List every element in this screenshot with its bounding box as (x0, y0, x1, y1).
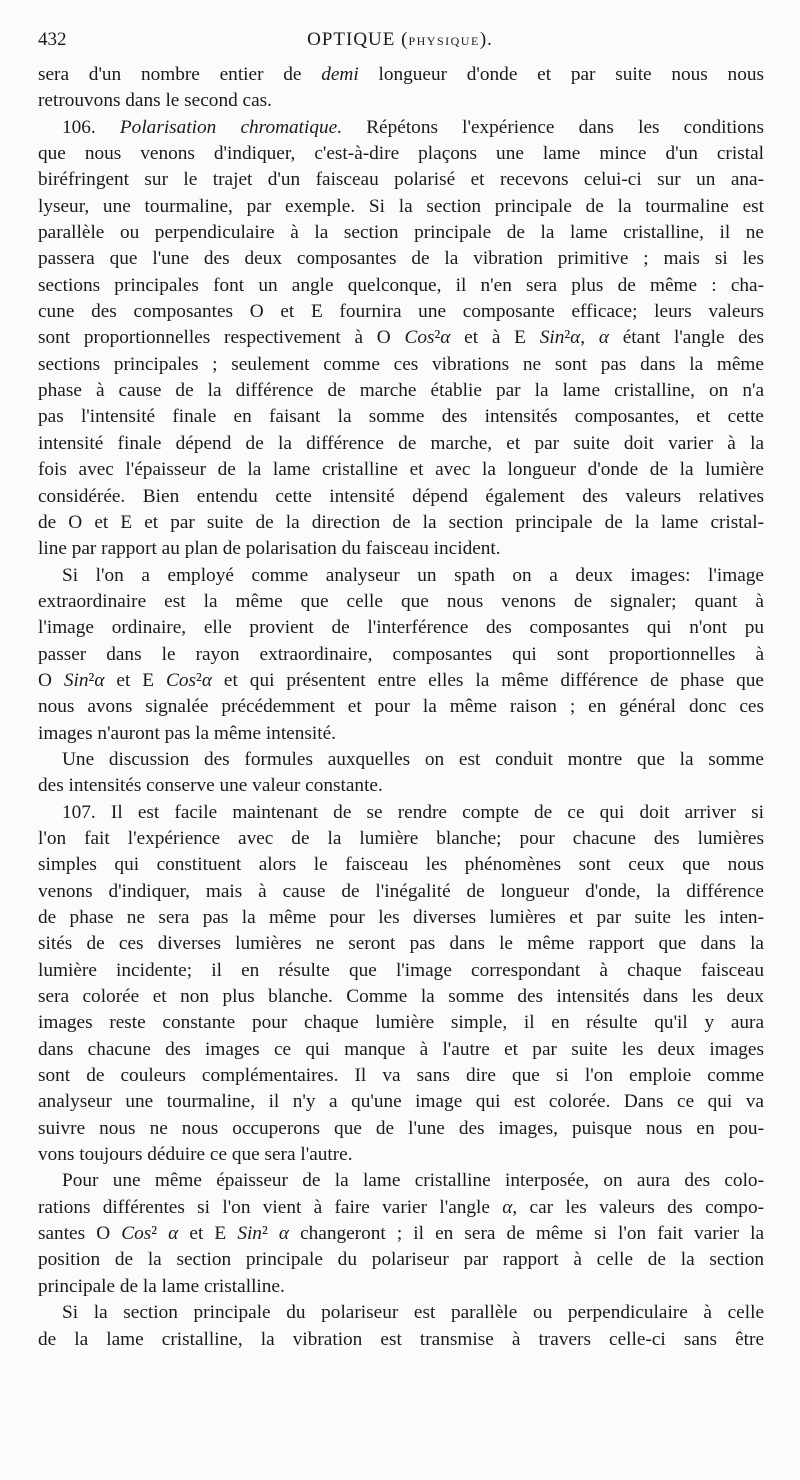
text-line: intensité finale dépend de la différence de marche, et par suite doit varier à la (38, 432, 764, 454)
paragraph-p106 (38, 115, 764, 563)
page-number: 432 (38, 29, 67, 50)
text-line: O Sin²α et E Cos²α et qui présentent entre elles la même différence de phase que (38, 669, 764, 691)
text-line: images reste constante pour chaque lumière simple, il en résulte qu'il y aura (38, 1012, 764, 1034)
text-line: principale de la lame cristalline. (38, 1275, 285, 1297)
text-line: passer dans le rayon extraordinaire, composantes qui sont proportionnelles à (38, 643, 764, 665)
paragraph-p-epaisseur (38, 1168, 764, 1300)
text-line: de O et E et par suite de la direction de la section principale de la lame cristal- (38, 511, 764, 533)
text-line: rations différentes si l'on vient à faire varier l'angle α, car les valeurs des compo- (38, 1196, 765, 1218)
text-line: nous avons signalée précédemment et pour la même raison ; en général donc ces (38, 696, 764, 718)
text-line: de la lame cristalline, la vibration est transmise à travers celle-ci sans être (38, 1328, 764, 1350)
paragraph-p-polariseur (38, 1300, 764, 1353)
text-line: venons d'indiquer, mais à cause de l'inégalité de longueur d'onde, la différence (38, 880, 764, 902)
text-line: lyseur, une tourmaline, par exemple. Si la section principale de la tourmaline est (38, 195, 764, 217)
text-line: 106. Polarisation chromatique. Répétons l'expérience dans les conditions (62, 116, 764, 138)
text-line: l'on fait l'expérience avec de la lumière blanche; pour chacune des lumières (38, 827, 764, 849)
text-line: pas l'intensité finale en faisant la somme des intensités composantes, et cette (38, 406, 764, 428)
text-line: des intensités conserve une valeur constante. (38, 775, 383, 797)
text-line: 107. Il est facile maintenant de se rendre compte de ce qui doit arriver si (62, 801, 764, 823)
text-line: cune des composantes O et E fournira une composante efficace; leurs valeurs (38, 301, 764, 323)
text-line: suivre nous ne nous occuperons que de l'une des images, puisque nous en pou- (38, 1117, 764, 1139)
running-title-end: ). (479, 29, 493, 50)
text-line: images n'auront pas la même intensité. (38, 722, 336, 744)
text-line: sont de couleurs complémentaires. Il va sans dire que si l'on emploie comme (38, 1065, 764, 1087)
page-body (38, 62, 764, 1353)
text-line: sections principales font un angle quelconque, il n'en sera plus de même : cha- (38, 274, 764, 296)
text-line: analyseur une tourmaline, il n'y a qu'une image qui est colorée. Dans ce qui va (38, 1091, 764, 1113)
text-line: sera colorée et non plus blanche. Comme la somme des intensités dans les deux (38, 986, 764, 1008)
paragraph-p-discussion (38, 747, 764, 800)
paragraph-p0 (38, 62, 764, 115)
text-line: retrouvons dans le second cas. (38, 90, 272, 112)
text-line: Une discussion des formules auxquelles on est conduit montre que la somme (62, 748, 764, 770)
text-line: sections principales ; seulement comme ces vibrations ne sont pas dans la même (38, 353, 764, 375)
text-line: sont proportionnelles respectivement à O Cos²α et à E Sin²α, α étant l'angle des (38, 327, 764, 349)
text-line: biréfringent sur le trajet d'un faisceau polarisé et recevons celui-ci sur un ana- (38, 169, 764, 191)
running-title-main: OPTIQUE ( (307, 29, 409, 50)
paragraph-p107 (38, 800, 764, 1169)
text-line: que nous venons d'indiquer, c'est-à-dire plaçons une lame mince d'un cristal (38, 143, 764, 165)
text-line: vons toujours déduire ce que sera l'autre. (38, 1144, 353, 1166)
text-line: passera que l'une des deux composantes de la vibration primitive ; mais si les (38, 248, 764, 270)
text-line: simples qui constituent alors le faisceau les phénomènes sont ceux que nous (38, 854, 764, 876)
text-line: considérée. Bien entendu cette intensité dépend également des valeurs relatives (38, 485, 764, 507)
text-line: Si l'on a employé comme analyseur un spath on a deux images: l'image (62, 564, 764, 586)
text-line: line par rapport au plan de polarisation du faisceau incident. (38, 538, 501, 560)
text-line: phase à cause de la différence de marche établie par la lame cristalline, on n'a (38, 380, 764, 402)
text-line: dans chacune des images ce qui manque à l'autre et par suite les deux images (38, 1038, 764, 1060)
text-line: Pour une même épaisseur de la lame cristalline interposée, on aura des colo- (62, 1170, 764, 1192)
text-line: extraordinaire est la même que celle que nous venons de signaler; quant à (38, 590, 764, 612)
text-line: sités de ces diverses lumières ne seront pas dans le même rapport que dans la (38, 933, 764, 955)
text-line: de phase ne sera pas la même pour les diverses lumières et par suite les inten- (38, 907, 764, 928)
text-line: sera d'un nombre entier de demi longueur d'onde et par suite nous nous (38, 64, 764, 85)
paragraph-p-spath (38, 563, 764, 747)
text-line: lumière incidente; il en résulte que l'image correspondant à chaque faisceau (38, 959, 764, 981)
text-line: position de la section principale du polariseur par rapport à celle de la section (38, 1249, 764, 1271)
text-line: fois avec l'épaisseur de la lame cristalline et avec la longueur d'onde de la lumière (38, 459, 764, 481)
text-line: l'image ordinaire, elle provient de l'interférence des composantes qui n'ont pu (38, 617, 764, 639)
text-line: parallèle ou perpendiculaire à la section principale de la lame cristalline, il ne (38, 222, 764, 244)
running-title-small-caps: PHYSIQUE (408, 34, 480, 48)
text-line: santes O Cos² α et E Sin² α changeront ; il en sera de même si l'on fait varier la (38, 1223, 765, 1245)
text-line: Si la section principale du polariseur est parallèle ou perpendiculaire à celle (62, 1302, 764, 1324)
page-header (38, 29, 762, 59)
running-title (38, 29, 762, 51)
